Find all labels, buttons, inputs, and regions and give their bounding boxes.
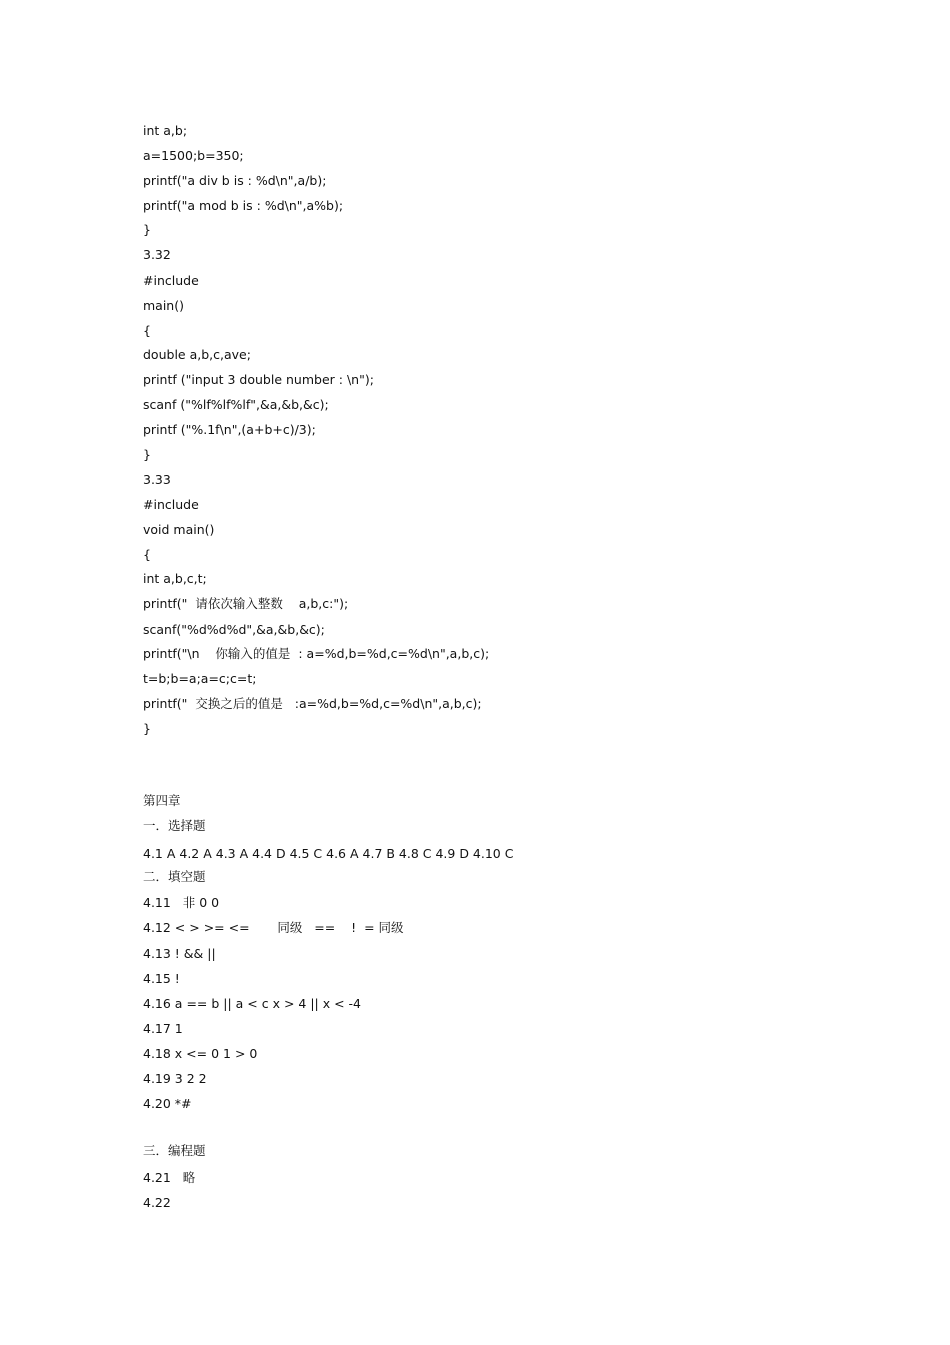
code-line: a=1500;b=350; bbox=[143, 148, 244, 163]
code-line: double a,b,c,ave; bbox=[143, 347, 251, 362]
code-line: printf(" 交换之后的值是 :a=%d,b=%d,c=%d\n",a,b,c); bbox=[143, 696, 482, 711]
answer-line: 4.20 *# bbox=[143, 1096, 192, 1111]
code-line: } bbox=[143, 222, 151, 237]
code-line: main() bbox=[143, 298, 184, 313]
answer-line: 4.19 3 2 2 bbox=[143, 1071, 207, 1086]
code-line: } bbox=[143, 447, 151, 462]
code-line: printf ("%.1f\n",(a+b+c)/3); bbox=[143, 422, 316, 437]
answer-line: 4.18 x <= 0 1 > 0 bbox=[143, 1046, 258, 1061]
answer-line: 4.17 1 bbox=[143, 1021, 183, 1036]
answer-line: 4.11 非 0 0 bbox=[143, 895, 220, 910]
code-line: { bbox=[143, 323, 151, 338]
code-line: { bbox=[143, 547, 151, 562]
chapter-heading: 第四章 bbox=[143, 793, 181, 808]
code-line: printf(" 请依次输入整数 a,b,c:"); bbox=[143, 596, 349, 611]
code-line: #include bbox=[143, 273, 199, 288]
code-line: } bbox=[143, 721, 151, 736]
section-heading: 一．选择题 bbox=[143, 818, 206, 833]
section-number: 3.32 bbox=[143, 247, 171, 262]
code-line: int a,b; bbox=[143, 123, 188, 138]
answer-line: 4.12 < > >= <= 同级 == ! = 同级 bbox=[143, 920, 404, 935]
answer-line: 4.1 A 4.2 A 4.3 A 4.4 D 4.5 C 4.6 A 4.7 B 4.8 C 4.9 D 4.10 C bbox=[143, 846, 514, 861]
section-heading: 二．填空题 bbox=[143, 869, 206, 884]
answer-line: 4.15 ! bbox=[143, 971, 180, 986]
code-line: #include bbox=[143, 497, 199, 512]
answer-line: 4.21 略 bbox=[143, 1170, 196, 1185]
code-line: scanf("%d%d%d",&a,&b,&c); bbox=[143, 622, 325, 637]
code-line: int a,b,c,t; bbox=[143, 571, 207, 586]
code-line: void main() bbox=[143, 522, 215, 537]
code-line: printf ("input 3 double number : \n"); bbox=[143, 372, 374, 387]
answer-line: 4.13 ! && || bbox=[143, 946, 216, 961]
code-line: printf("a mod b is : %d\n",a%b); bbox=[143, 198, 344, 213]
code-line: t=b;b=a;a=c;c=t; bbox=[143, 671, 257, 686]
code-line: scanf ("%lf%lf%lf",&a,&b,&c); bbox=[143, 397, 329, 412]
answer-line: 4.16 a == b || a < c x > 4 || x < -4 bbox=[143, 996, 362, 1011]
answer-line: 4.22 bbox=[143, 1195, 171, 1210]
code-line: printf("a div b is : %d\n",a/b); bbox=[143, 173, 327, 188]
section-heading: 三．编程题 bbox=[143, 1143, 206, 1158]
section-number: 3.33 bbox=[143, 472, 171, 487]
code-line: printf("\n 你输入的值是 : a=%d,b=%d,c=%d\n",a,b,c); bbox=[143, 646, 490, 661]
